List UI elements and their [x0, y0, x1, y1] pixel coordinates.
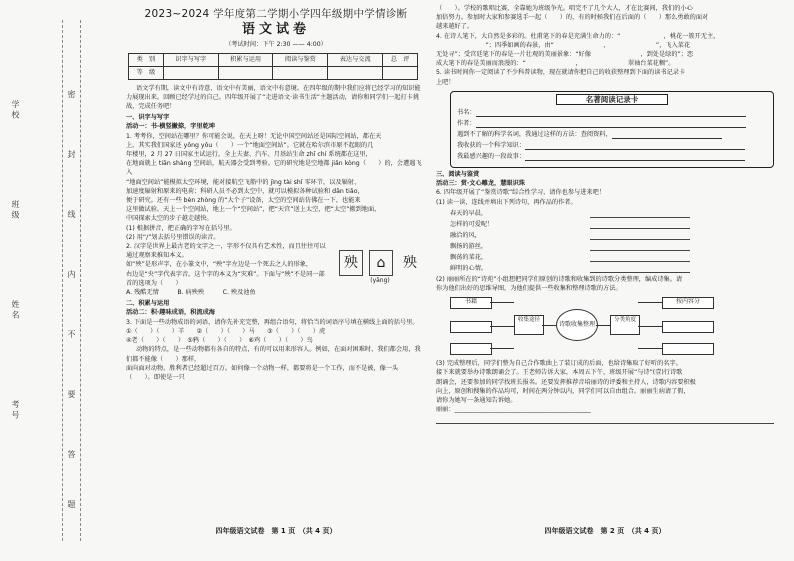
q1-line: 加速度辐射和原来的电荷；科研人员不必到太空中，就可以模拟各种试验和 dān tiǎo， [126, 187, 364, 195]
notice-answer-line[interactable] [436, 414, 774, 424]
section-2-title: 二、积累与运用 [126, 300, 170, 308]
map-connector [638, 326, 662, 327]
q3-line: ④老（ ）（ ） ⑤鸦（ ）（ ） ⑥鸡（ ）（ ）鸟 [126, 337, 313, 345]
seal-character-image: 殃 [402, 255, 417, 272]
section-3-title: 三、阅读与鉴赏 [436, 171, 480, 179]
q3-continued-line: （ ）。学校的歌唱比赛，全靠她为班级争光。唱完不了几个大人，才在比赛间，我们的小心 [436, 5, 693, 12]
seal-word: 内 [67, 270, 76, 278]
score-entry-cell[interactable] [383, 66, 418, 79]
score-table-header-row [129, 53, 418, 66]
q4-line: 4. 在诗人笔下，大自然是多彩的。杜甫笔下的春是充满生命力的：“ ，桃花一簇开无主， [436, 32, 720, 40]
q1-line: 1. 考考你，空间站在哪里？你可能会说，在天上呀！无论中国空间站还是国际空间站，都在天 [126, 132, 382, 140]
q1-line: 便于研究。还有一些 bèn zhòng 的“大个子”设备，太空的空间站仿佛在一下，也能来 [126, 197, 361, 205]
score-entry-cell[interactable] [163, 66, 218, 79]
score-table [128, 53, 418, 80]
activity-1-title: 活动一：书·横竖撇捺，字里乾坤 [126, 123, 215, 131]
seal-character-image: 殃 [339, 250, 363, 276]
book-name-field[interactable] [476, 116, 746, 117]
q5-line: 上吧！ [436, 78, 455, 86]
q6-sub1: (1) 读一读，连线并填出下列诗句，再作品的作者。 [436, 198, 577, 206]
poem-line: 怎样的可爱呢！ [450, 220, 494, 228]
q3-continued-line: 加倍努力。参加时大家和参赛选手一起（ ）的，有的时候我们在后面的（ ）那么勇敢的面对 [436, 14, 709, 22]
score-cell: 等 级 [129, 66, 164, 79]
seal-word: 答 [67, 450, 76, 458]
card-method-label: 遇到不了解的科学名词，我通过这样的方法：查阅资料， [457, 131, 612, 139]
map-connector [490, 348, 514, 349]
q4-line: 成大笔下的春是美丽而浪漫的：“ ， 翠袖台菜花稠”。 [436, 60, 675, 68]
binding-label-class: 班 级 [11, 200, 20, 219]
q6-sub2-line: 你为他们出好的思维导图，为他们提供一些收集和整理诗歌的方法。 [436, 285, 622, 293]
answer-line[interactable] [590, 250, 690, 251]
q1-line: 中国探索太空的步子越走越快。 [126, 215, 213, 223]
q2-line: 右边是“央”字代表字音。这个字的本义为“灾难”。下面与“殃”不是同一部首的选项为（ ） [126, 270, 325, 287]
q1-line: “地面空间站”能模拟太空环境，能对接航空飞船中的 jìng tài shǐ 零环节，以及辐射、 [126, 178, 361, 186]
q2-line: 如“殃”是形声字，在小篆文中，“殃”字左边是一个死去之人的形象， [126, 261, 313, 269]
notice-answer-line[interactable]: 丽丽：____________________________________________ [436, 406, 591, 414]
q1-line: 在地面就上 tiān shàng 空间站，航天器会受到考验。它的研究地是空地都 jiǎn kòng（ ）的，会遭遇飞入 [126, 160, 422, 177]
q1-sub1: (1) 根据拼音，把正确的字写在括号里。 [126, 224, 236, 232]
map-connector [638, 348, 662, 349]
map-connector [490, 302, 514, 303]
exam-title: 2023~2024 学年度第二学期小学四年级期中学情诊断 [144, 8, 408, 20]
score-table-grade-row [129, 66, 418, 79]
seal-word: 不 [67, 330, 76, 338]
map-node-blank[interactable] [450, 343, 492, 355]
q1-line: 这里做试验。天上一个空间站，地上一个“空间站”，把“天宫”送上太空，把“太空”搬到地面， [126, 206, 381, 214]
q2-options: A. 残酷无情 B. 病殃殃 C. 殃及池鱼 [126, 289, 256, 297]
q1-line: 上，其实我们国家还 yǒng yǒu（ ）一个“地面空间站”。它就在哈尔滨市原不起眼的几 [126, 141, 374, 149]
poem-line: 春天的早晨， [450, 209, 488, 217]
exam-page-2 [430, 0, 780, 540]
seal-word: 线 [67, 210, 76, 218]
seal-caption: (yāng) [370, 277, 390, 285]
q6-sub3-line: 请你为她写一条通知告诉她。 [436, 397, 517, 405]
score-entry-cell[interactable] [218, 66, 273, 79]
page-2-footer: 四年级语文试卷 第 2 页 （共 4 页） [544, 526, 666, 535]
mind-map [450, 295, 774, 357]
map-connector [638, 302, 662, 303]
map-node-classify: 分类角度 [610, 315, 640, 335]
poem-line: 飘扬的游丝， [450, 242, 488, 250]
score-cell: 类 别 [129, 53, 164, 66]
exam-time: （考试时间：下午 2:30 —— 4:00） [225, 41, 327, 49]
poem-matching [450, 209, 780, 275]
card-author-label: 作者： [457, 120, 476, 128]
activity-3-title: 活动三：赏·文心雕龙，慧眼识珠 [436, 180, 525, 188]
knowledge-field[interactable] [525, 149, 745, 150]
answer-line[interactable] [590, 239, 690, 240]
card-title: 名著阅读记录卡 [556, 94, 668, 105]
q4-line: 无处寻”；受宫廷笔下的春是一片壮观的美丽景象：“好像 ，到处是绿的”；恋 [436, 51, 694, 59]
poem-line: 鲜明的心情。 [450, 264, 488, 272]
q6-sub3-line: 朗诵会，还要参加的同学找班长报名。还要发挥推荐音培丽诗的评委和主持人，诗歌内容要积极 [436, 378, 696, 386]
score-cell: 总 评 [383, 53, 418, 66]
activity-2-title: 活动二：积·趣味成语，积流成海 [126, 309, 215, 317]
q6-sub2-line: (2) 丽丽所在的“诗苑”小组想把同学们原创的诗歌和收集到的诗歌分类整理，编成诗集。请 [436, 275, 683, 283]
q6-intro: 6. 四年级开展了“鉴赏诗歌”综合性学习，请你也参与进来吧！ [436, 189, 605, 197]
card-book-label: 书名： [457, 109, 476, 117]
q4-line: ”；四季如画的春景，由“ ， ”，飞入菜花 [436, 41, 691, 49]
map-node-blank[interactable] [662, 343, 714, 355]
map-node-blank[interactable] [662, 321, 714, 333]
q1-line: 年楼里，2 月 27 日国家主试运行，全上夫妻、汽车、月基站生命 zhī chí 系统都在这里， [126, 151, 372, 159]
map-connector [596, 325, 610, 326]
q3-line: 3. 下面是一些动物成语的词语，请你先补充完整，再组合语句，将恰当的词语序号填在横线上面的括号里。 [126, 318, 419, 326]
score-entry-cell[interactable] [328, 66, 383, 79]
fold-line-dashed [62, 20, 63, 541]
section-1-title: 一、识字与写字 [126, 114, 170, 122]
answer-line[interactable] [590, 217, 690, 218]
q1-sub2: (2) 用“/”划去括号里错误的读音。 [126, 233, 220, 241]
score-cell: 识字与写字 [163, 53, 218, 66]
exam-page-1 [120, 0, 432, 540]
answer-line[interactable] [590, 228, 690, 229]
answer-line[interactable] [590, 272, 690, 273]
score-cell: 阅读与鉴赏 [273, 53, 328, 66]
q6-sub3-line: (3) 完成整理后，同学们整为自己合作歌曲上了装订成的后面，也给诗集取了好听的名字。 [436, 360, 682, 368]
score-cell: 表达与交流 [328, 53, 383, 66]
intro-paragraph: 语文学有期，读文中有诗意，语文中有美丽，语文中有意境。在四年级的期中我们应将已经学习的知识能力展现出来。回顾已经学过的自己。四年级开展了“走进语文·读书生活”主题活动，请你和同学们一起打卡挑战，完成任务吧！ [126, 84, 421, 111]
q3-line: ①（ ）（ ）羊 ②（ ）（ ）马 ③（ ）（ ）虎 [126, 327, 326, 335]
map-connector [542, 325, 556, 326]
reading-record-card [450, 91, 774, 168]
author-field[interactable] [476, 127, 746, 128]
q6-sub3-line: 接下来就要举办诗歌朗诵会了。王老师告诉大家，本周五下午，班级开展“与诗”(壹)行诗歌 [436, 369, 683, 377]
seal-word: 题 [67, 500, 76, 508]
card-knowledge-label: 我收获的一个科学知识： [457, 142, 526, 150]
binding-label-number: 考 号 [11, 400, 20, 419]
q2-line: 2. 汉字是世界上最古老的文字之一，字形不仅具有艺术性，而且往往可以通过观察来推知本义。 [126, 243, 326, 260]
q5-line: 5. 读书时间你一定阅读了不少科普读物，现在就请你把自己的收获整理到下面的读书记录卡 [436, 69, 686, 77]
poem-line: 融洽的风， [450, 231, 481, 239]
page-1-footer: 四年级语文试卷 第 1 页 （共 4 页） [215, 526, 337, 535]
answer-line[interactable] [590, 261, 690, 262]
score-cell: 积累与运用 [218, 53, 273, 66]
seal-line-dashed [80, 20, 81, 541]
q3-line: 面向面对动物。胜利者已经超过百万。如何像一个动物一样，都要将是一个工作，而不是被，像一头（ ）。即使是一只 [126, 364, 399, 381]
q3-continued-line: 越来越好了。 [436, 23, 474, 31]
card-insight-label: 我最感兴趣的一段故事： [457, 153, 526, 161]
seal-script-illustration [334, 250, 426, 285]
q6-sub3-line: 向上，原创和搜集的作品均可，时间在两分钟以内，同学们可以自由组合。丽丽生病请了假， [436, 387, 690, 395]
poem-line: 飘荡的菜花， [450, 253, 488, 261]
score-entry-cell[interactable] [273, 66, 328, 79]
insight-field[interactable] [525, 160, 745, 161]
binding-label-name: 姓 名 [11, 300, 20, 319]
map-node-books: 书籍 [450, 297, 492, 309]
ancient-vessel-image: ⌂ [369, 250, 393, 276]
seal-word: 要 [67, 390, 76, 398]
map-node-collect: 收集途径 [514, 315, 544, 335]
map-node-by-content: 按内容分 [662, 297, 714, 309]
map-node-blank[interactable] [450, 321, 492, 333]
seal-word: 密 [67, 90, 76, 98]
map-connector [490, 326, 514, 327]
map-node-center: 诗歌收集整理 [556, 309, 598, 341]
binding-label-school: 学 校 [11, 100, 20, 119]
paper-name: 语文试卷 [241, 22, 310, 38]
binding-margin [0, 0, 120, 561]
method-field[interactable] [612, 138, 722, 139]
q3-line: 动物的特点，是一些动物都有各自的特点，有的可以用来形容人。例如，在面对困难时，我们都会用，我们都不能像（ ）那样， [126, 346, 421, 363]
seal-word: 封 [67, 150, 76, 158]
